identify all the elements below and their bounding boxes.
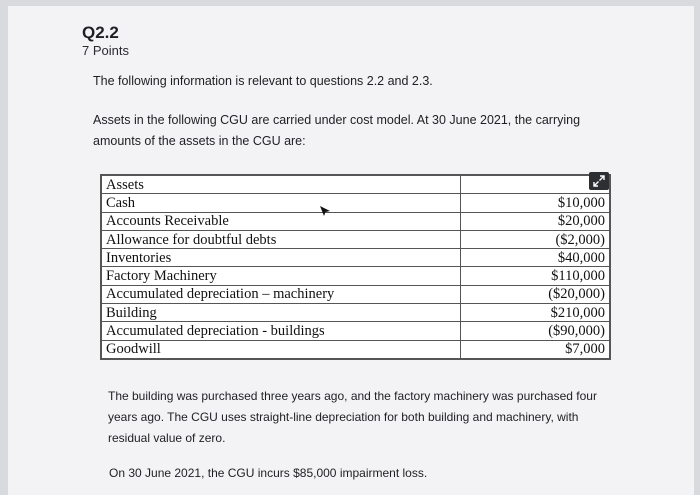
note-text: The building was purchased three years ago, and the factory machinery was purchased four years ago. The CGU uses straight-line depreciation for both building and machinery, with residual value of zero.	[108, 389, 597, 445]
row-label: Goodwill	[102, 340, 461, 358]
description-text: Assets in the following CGU are carried under cost model. At 30 June 2021, the carrying amounts of the assets in the CGU are:	[93, 113, 581, 148]
assets-table-image	[100, 174, 611, 360]
row-value: $10,000	[461, 194, 610, 212]
table-row	[102, 267, 610, 285]
table-row	[102, 304, 610, 322]
question-number: Q2.2	[82, 23, 119, 42]
impairment-text: On 30 June 2021, the CGU incurs $85,000 impairment loss.	[109, 466, 428, 480]
row-value: $110,000	[461, 267, 610, 285]
row-label: Cash	[102, 194, 461, 212]
row-label: Accumulated depreciation – machinery	[102, 285, 461, 303]
row-label: Inventories	[102, 249, 461, 267]
row-label: Building	[102, 304, 461, 322]
row-label: Accumulated depreciation - buildings	[102, 322, 461, 340]
row-value: ($2,000)	[461, 230, 610, 248]
row-label: Assets	[102, 176, 461, 194]
row-value: ($90,000)	[461, 322, 610, 340]
table-row	[102, 285, 610, 303]
row-value: $40,000	[461, 249, 610, 267]
intro-text: The following information is relevant to questions 2.2 and 2.3.	[93, 74, 433, 88]
row-value: ($20,000)	[461, 285, 610, 303]
expand-icon	[593, 175, 605, 187]
row-label: Factory Machinery	[102, 267, 461, 285]
expand-button[interactable]	[589, 172, 609, 190]
assets-table	[101, 175, 610, 359]
table-row	[102, 340, 610, 358]
row-label: Allowance for doubtful debts	[102, 230, 461, 248]
table-row	[102, 212, 610, 230]
table-row	[102, 194, 610, 212]
table-row	[102, 249, 610, 267]
mouse-pointer-icon	[318, 204, 332, 218]
row-label: Accounts Receivable	[102, 212, 461, 230]
row-value	[461, 176, 610, 194]
row-value: $210,000	[461, 304, 610, 322]
table-row	[102, 230, 610, 248]
table-row	[102, 322, 610, 340]
row-value: $7,000	[461, 340, 610, 358]
row-value: $20,000	[461, 212, 610, 230]
table-row	[102, 176, 610, 194]
question-points: 7 Points	[82, 43, 129, 58]
